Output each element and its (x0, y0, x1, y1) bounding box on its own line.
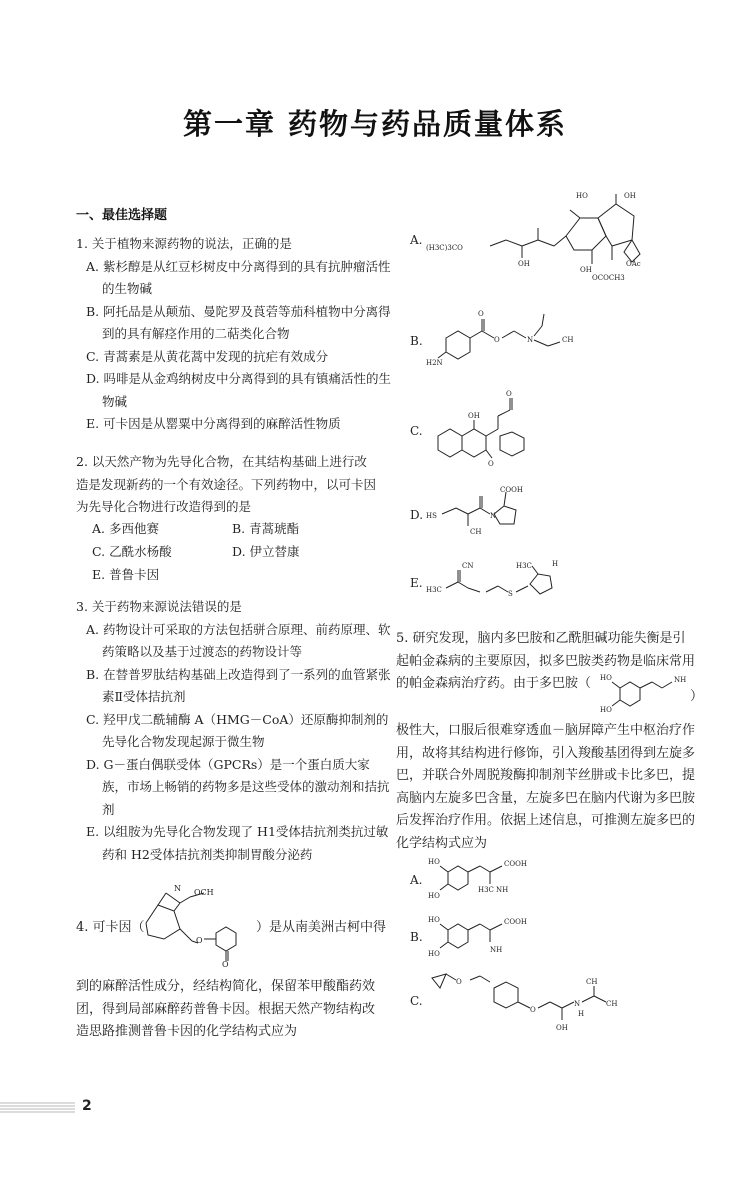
cocaine-structure (134, 883, 252, 967)
question-5-continuation (396, 720, 698, 855)
page-number: 2 (82, 1098, 92, 1114)
betaxolol-n-label: N (574, 1000, 581, 1008)
paclitaxel-oac-label: OAc (626, 260, 641, 268)
cimetidine-structure (426, 556, 576, 608)
cimetidine-s-label: S (508, 590, 513, 598)
cimetidine-h3c-label: H3C (426, 586, 442, 594)
dopamine-structure (600, 672, 690, 712)
cimetidine-cn-label: CN (462, 562, 474, 570)
q5b-ho-bottom-label: HO (428, 950, 440, 958)
chapter-title: 第一章 药物与药品质量体系 (182, 107, 568, 141)
warfarin-structure (430, 388, 538, 470)
cocaine-carbonyl-o-label: O (222, 960, 229, 967)
section-heading: 一、最佳选择题 (76, 208, 168, 223)
betaxolol-structure (426, 966, 626, 1036)
paclitaxel-top-oh-label: OH (624, 192, 636, 200)
q3-option-a: A. 药物设计可采取的方法包括骈合原理、前药原理、软药策略以及基于过渡态的药物设计等 (86, 621, 391, 659)
q5b-nh2-label: NH (490, 946, 503, 954)
paclitaxel-oh-label: OH (518, 260, 530, 268)
q5a-ho-top-label: HO (428, 858, 440, 866)
dopamine-ho-bottom-label: HO (600, 706, 612, 712)
procaine-structure (426, 302, 586, 368)
captopril-structure (426, 484, 566, 540)
cocaine-n-label: N (174, 884, 181, 893)
dopamine-nh2-label: NH (674, 676, 687, 684)
q3-option-d: D. G－蛋白偶联受体（GPCRs）是一个蛋白质大家族，市场上畅销的药物多是这些受体的激动剂和拮抗剂 (86, 756, 390, 817)
q2-option-d: D. 伊立替康 (232, 544, 300, 559)
q5a-ho-bottom-label: HO (428, 892, 440, 900)
q5a-h3c-label: H3C (478, 886, 494, 894)
betaxolol-ether-o-label: O (456, 978, 462, 986)
q1-option-b: B. 阿托品是从颠茄、曼陀罗及莨菪等茄科植物中分离得到的具有解痉作用的二萜类化合物 (86, 303, 391, 341)
question-4-stem-start: 4. 可卡因（ (76, 920, 145, 935)
q2-option-a: A. 多西他赛 (92, 521, 159, 536)
q1-option-d: D. 吗啡是从金鸡纳树皮中分离得到的具有镇痛活性的生物碱 (86, 371, 392, 409)
question-4-stem-middle: ）是从南美洲古柯中得 (256, 920, 387, 935)
procaine-carbonyl-o-label: O (478, 310, 484, 318)
q4-option-c-label: C. (410, 424, 423, 438)
q5b-ho-top-label: HO (428, 916, 440, 924)
paclitaxel-lower-oh-label: OH (580, 266, 592, 274)
q5-option-a-structure (428, 856, 568, 900)
question-1 (76, 233, 392, 436)
betaxolol-o-label: O (530, 1006, 536, 1014)
betaxolol-oh-label: OH (556, 1024, 568, 1032)
question-3 (76, 596, 391, 866)
footer-decoration (0, 1101, 75, 1113)
question-4-stem-end: 到的麻醉活性成分，经结构简化，保留苯甲酸酯药效团，得到局部麻醉药普鲁卡因。根据天然产物结构改造思路推测普鲁卡因的化学结构式应为 (76, 979, 376, 1039)
paclitaxel-ho-label: HO (576, 192, 588, 200)
question-5-stem-end: 极性大，口服后很难穿透血－脑屏障产生中枢治疗作用，故将其结构进行修饰，引入羧酸基团得到左旋多巴，并联合外周脱羧酶抑制剂苄丝肼或卡比多巴，提高脑内左旋多巴含量，左旋多巴在脑内代谢为多巴胺后发挥治疗作用。依据上述信息，可推测左旋多巴的化学结构式应为 (396, 723, 696, 851)
procaine-ch3-label: CH (562, 336, 574, 344)
warfarin-ketone-o-label: O (506, 390, 512, 398)
q4-option-d-label: D. (410, 508, 424, 522)
q2-option-b: B. 青蒿琥酯 (232, 521, 300, 536)
q5-option-b-label: B. (410, 930, 423, 944)
question-2-stem: 2. 以天然产物为先导化合物，在其结构基础上进行改造是发现新药的一个有效途径。下列药物中，以可卡因为先导化合物进行改造得到的是 (76, 454, 377, 514)
betaxolol-ch3-top-label: CH (586, 978, 598, 986)
q1-option-e: E. 可卡因是从罂粟中分离得到的麻醉活性物质 (86, 416, 341, 431)
q2-option-c: C. 乙酰水杨酸 (92, 544, 172, 559)
captopril-hs-label: HS (426, 512, 437, 520)
betaxolol-h-label: H (578, 1010, 585, 1018)
q4-option-b-label: B. (410, 334, 423, 348)
question-1-stem: 1. 关于植物来源药物的说法，正确的是 (76, 236, 292, 251)
q2-option-e: E. 普鲁卡因 (92, 567, 160, 582)
q1-option-a: A. 紫杉醇是从红豆杉树皮中分离得到的具有抗肿瘤活性的生物碱 (86, 258, 391, 296)
warfarin-o-label: O (488, 460, 494, 468)
q5b-cooh-label: COOH (504, 918, 527, 926)
dopamine-ho-top-label: HO (600, 674, 612, 682)
q5-option-a-label: A. (410, 873, 423, 887)
q3-option-c: C. 羟甲戊二酰辅酶 A（HMG－CoA）还原酶抑制剂的先导化合物发现起源于微生物 (86, 711, 389, 749)
q3-option-b: B. 在替普罗肽结构基础上改造得到了一系列的血管紧张素Ⅱ受体拮抗剂 (86, 666, 391, 704)
captopril-n-label: N (490, 512, 497, 520)
cocaine-o-label: O (196, 936, 203, 945)
q5a-cooh-label: COOH (504, 860, 527, 868)
q4-option-a-label: A. (410, 233, 423, 247)
cimetidine-methyl-label: H3C (516, 562, 532, 570)
paclitaxel-ococh3-label: OCOCH3 (592, 274, 625, 282)
question-4-continuation (76, 976, 381, 1044)
q4-option-e-label: E. (410, 576, 423, 590)
captopril-cooh-label: COOH (500, 486, 523, 494)
procaine-h2n-label: H2N (426, 359, 443, 367)
betaxolol-ch3-right-label: CH (606, 1000, 618, 1008)
q5a-nh2-label: NH (496, 886, 509, 894)
cocaine-och3-label: OCH (194, 888, 214, 897)
procaine-o-label: O (494, 336, 500, 344)
question-5-stem-start: 5. 研究发现，脑内多巴胺和乙酰胆碱功能失衡是引起帕金森病的主要原因，拟多巴胺类药物是临床常用的帕金森病治疗药。由于多巴胺（ (396, 631, 696, 691)
warfarin-oh-label: OH (468, 412, 480, 420)
paclitaxel-derivative-structure (426, 188, 654, 286)
paclitaxel-tbu-label: (H3C)3CO (426, 244, 463, 252)
question-2 (76, 451, 381, 519)
q1-option-c: C. 青蒿素是从黄花蒿中发现的抗疟有效成分 (86, 348, 329, 364)
cimetidine-h-label: H (552, 560, 559, 568)
procaine-n-label: N (527, 336, 534, 344)
levodopa-structure (428, 914, 568, 958)
captopril-ch3-label: CH (470, 528, 482, 536)
q5-option-c-label: C. (410, 994, 423, 1008)
question-3-stem: 3. 关于药物来源说法错误的是 (76, 599, 242, 614)
question-5-stem-close: ） (690, 689, 704, 704)
q3-option-e: E. 以组胺为先导化合物发现了 H1受体拮抗剂类抗过敏药和 H2受体拮抗剂类抑制胃酸分泌药 (86, 824, 389, 862)
